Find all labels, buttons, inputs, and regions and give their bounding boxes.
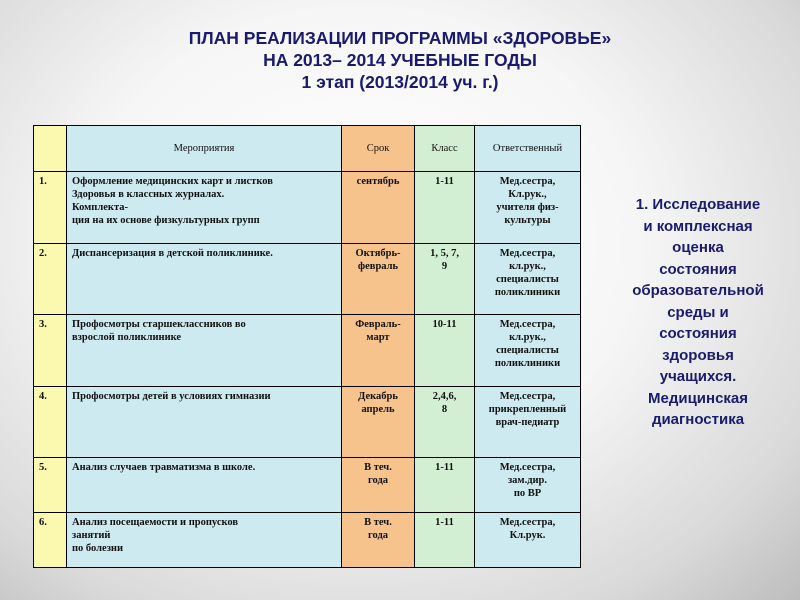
responsible-cell-line: кл.рук., <box>509 332 546 343</box>
responsible-cell-line: зам.дир. <box>507 475 548 486</box>
side-text-line: среды и <box>667 303 729 321</box>
event-cell-line: Диспансеризация в детской поликлинике. <box>72 248 273 259</box>
responsible-cell-line: Кл.рук. <box>509 530 546 541</box>
responsible-cell-line: учителя физ- <box>496 202 559 213</box>
title-line-2: НА 2013– 2014 УЧЕБНЫЕ ГОДЫ <box>263 50 537 70</box>
term-cell-line: В теч. <box>364 462 392 473</box>
row-number: 2. <box>34 244 67 315</box>
side-text-line: и комплексная <box>643 217 753 235</box>
term-cell <box>342 513 415 568</box>
term-cell <box>342 387 415 458</box>
header-class: Класс <box>415 126 475 172</box>
event-cell-line: Комплекта- <box>72 202 128 213</box>
class-cell-line: 8 <box>441 404 448 415</box>
term-cell-line: В теч. <box>364 517 392 528</box>
row-number: 1. <box>34 172 67 244</box>
class-cell <box>415 387 475 458</box>
side-text-line: оценка <box>672 239 724 256</box>
responsible-cell-line: культуры <box>504 215 551 226</box>
term-cell-line: года <box>367 530 388 541</box>
responsible-cell <box>475 513 581 568</box>
responsible-cell <box>475 244 581 315</box>
responsible-cell-line: Кл.рук., <box>508 189 547 200</box>
class-cell-line: 1-11 <box>435 176 454 187</box>
title-line-3: 1 этап (2013/2014 уч. г.) <box>301 72 499 92</box>
term-cell-line: Декабрь <box>358 391 398 402</box>
plan-table <box>33 125 581 568</box>
responsible-cell-line: прикрепленный <box>488 404 567 415</box>
event-cell-line: Оформление медицинских карт и листков <box>72 176 273 187</box>
event-cell <box>67 513 342 568</box>
responsible-cell-line: Мед.сестра, <box>499 248 556 259</box>
term-cell-line: Октябрь- <box>355 248 401 259</box>
event-cell-line: ция на их основе физкультурных групп <box>72 215 260 226</box>
class-cell-line: 1, 5, 7, <box>430 248 459 259</box>
row-number: 4. <box>34 387 67 458</box>
responsible-cell-line: Мед.сестра, <box>499 517 556 528</box>
header-event: Мероприятия <box>67 126 342 172</box>
class-cell <box>415 172 475 244</box>
responsible-cell-line: кл.рук., <box>509 261 546 272</box>
responsible-cell-line: Мед.сестра, <box>499 462 556 473</box>
event-cell-line: Профосмотры детей в условиях гимназии <box>72 391 271 402</box>
event-cell-line: Здоровья в классных журналах. <box>72 189 225 200</box>
row-number: 6. <box>34 513 67 568</box>
class-cell <box>415 315 475 387</box>
class-cell-line: 1-11 <box>435 462 454 473</box>
event-cell <box>67 458 342 513</box>
side-text-line: Медицинская <box>647 389 749 407</box>
event-cell-line: Анализ случаев травматизма в школе. <box>72 462 256 473</box>
table-row <box>34 244 581 315</box>
responsible-cell-line: Мед.сестра, <box>499 319 556 330</box>
side-text-line: 1. Исследование <box>635 196 761 213</box>
responsible-cell <box>475 387 581 458</box>
term-cell-line: март <box>366 332 390 343</box>
side-text-line: состояния <box>659 325 737 342</box>
responsible-cell-line: врач-педиатр <box>495 417 560 428</box>
responsible-cell <box>475 172 581 244</box>
responsible-cell-line: специалисты <box>496 345 559 356</box>
row-number: 3. <box>34 315 67 387</box>
term-cell <box>342 315 415 387</box>
side-text-line: учащихся. <box>659 368 737 385</box>
event-cell-line: Профосмотры старшеклассников во <box>72 319 246 330</box>
row-number: 5. <box>34 458 67 513</box>
table-row <box>34 513 581 568</box>
event-cell-line: взрослой поликлинике <box>72 332 182 343</box>
class-cell-line: 1-11 <box>435 517 454 528</box>
responsible-cell-line: поликлиники <box>494 358 561 369</box>
responsible-cell-line: специалисты <box>496 274 559 285</box>
table-row <box>34 315 581 387</box>
responsible-cell <box>475 315 581 387</box>
side-text-line: здоровья <box>662 346 734 364</box>
responsible-cell-line: Мед.сестра, <box>499 176 556 187</box>
event-cell <box>67 315 342 387</box>
term-cell-line: февраль <box>357 261 399 272</box>
event-cell-line: Анализ посещаемости и пропусков <box>72 517 239 528</box>
responsible-cell-line: поликлиники <box>494 287 561 298</box>
term-cell <box>342 244 415 315</box>
responsible-cell <box>475 458 581 513</box>
header-term: Срок <box>342 126 415 172</box>
side-description <box>603 194 793 431</box>
event-cell <box>67 172 342 244</box>
header-responsible: Ответственный <box>475 126 581 172</box>
class-cell-line: 9 <box>441 261 448 272</box>
term-cell-line: сентябрь <box>356 176 400 187</box>
event-cell <box>67 387 342 458</box>
class-cell <box>415 458 475 513</box>
table-row <box>34 172 581 244</box>
event-cell-line: занятий <box>72 530 111 541</box>
class-cell-line: 2,4,6, <box>432 391 457 402</box>
table-header-row <box>34 126 581 172</box>
term-cell <box>342 458 415 513</box>
side-text-line: образовательной <box>632 282 764 299</box>
side-text-line: диагностика <box>651 411 745 428</box>
class-cell <box>415 513 475 568</box>
page-title <box>0 27 800 93</box>
term-cell-line: Февраль- <box>355 319 401 330</box>
term-cell-line: года <box>367 475 388 486</box>
responsible-cell-line: по ВР <box>513 488 542 499</box>
responsible-cell-line: Мед.сестра, <box>499 391 556 402</box>
class-cell <box>415 244 475 315</box>
table-row <box>34 387 581 458</box>
term-cell-line: апрель <box>361 404 395 415</box>
term-cell <box>342 172 415 244</box>
title-line-1: ПЛАН РЕАЛИЗАЦИИ ПРОГРАММЫ «ЗДОРОВЬЕ» <box>188 28 612 48</box>
class-cell-line: 10-11 <box>432 319 457 330</box>
side-text-line: состояния <box>659 260 737 278</box>
event-cell <box>67 244 342 315</box>
event-cell-line: по болезни <box>72 543 124 554</box>
table-row <box>34 458 581 513</box>
header-num <box>34 126 67 172</box>
